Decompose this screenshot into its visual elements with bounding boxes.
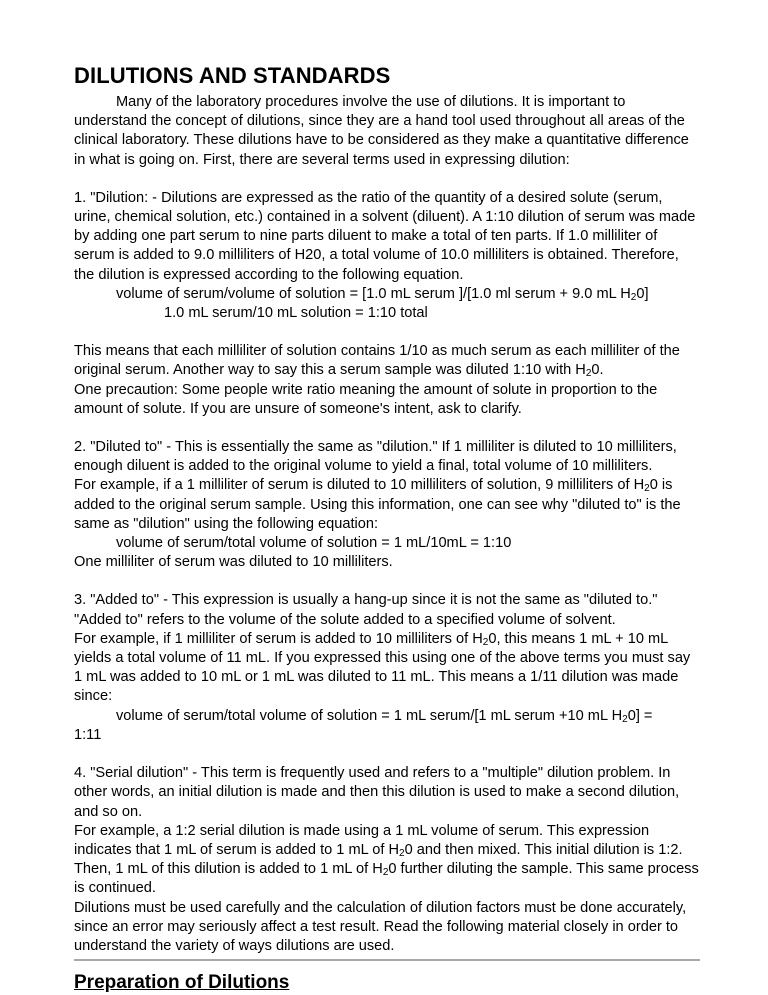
dilution-precaution: One precaution: Some people write ratio meaning the amount of solute in proportion to the amount of solute. If you are unsure of someone's intent, ask to clarify. xyxy=(74,381,658,417)
intro-paragraph: Many of the laboratory procedures involve the use of dilutions. It is important to understand the concept of dilutions, since they are a hand tool used throughout all areas of the clinical laboratory. These dilutions have to be considered as they make a quantitative difference in what is going on. First, there are several terms used in expressing dilution: xyxy=(74,94,689,168)
section-heading-preparation: Preparation of Dilutions xyxy=(74,972,290,994)
section-added-to xyxy=(74,591,700,745)
dilution-equation-2: 1.0 mL serum/10 mL solution = 1:10 total xyxy=(164,305,428,322)
added-to-equation: volume of serum/total volume of solution = 1 mL serum/[1 mL serum +10 mL $H_20$] = xyxy=(116,707,653,725)
diluted-to-equation: volume of serum/total volume of solution = 1 mL/10mL = 1:10 xyxy=(116,535,512,552)
section-dilution-explanation xyxy=(74,342,700,419)
dilution-equation-1: volume of serum/volume of solution = [1.0 mL serum ]/[1.0 ml serum + 9.0 mL $H_20$] xyxy=(116,285,649,303)
diluted-to-conclusion: One milliliter of serum was diluted to 10 milliliters. xyxy=(74,554,393,571)
serial-dilution-example: For example, a 1:2 serial dilution is made using a 1 mL volume of serum. This expression indicates that 1 mL of serum is added to 1 mL of $H_20$ and then mixed. This initial dilution is 1:2. Then, 1 mL of this dilution is added to 1 mL of $H_20$ further diluting the sample. This same process is continued. xyxy=(74,822,699,897)
section-serial-dilution xyxy=(74,764,700,956)
page-title: DILUTIONS AND STANDARDS xyxy=(74,63,391,88)
section-dilution xyxy=(74,189,700,323)
document-page xyxy=(74,62,700,995)
serial-dilution-caution: Dilutions must be used carefully and the calculation of dilution factors must be done accurately, since an error may seriously affect a test result. Read the following material closely in order to understand the variety of ways dilutions are used. xyxy=(74,899,687,954)
dilution-definition: 1. "Dilution: - Dilutions are expressed as the ratio of the quantity of a desired solute (serum, urine, chemical solution, etc.) contained in a solvent (diluent). A 1:10 dilution of serum was made by adding one part serum to nine parts diluent to make a total of ten parts. If 1.0 milliliter of serum is added to 9.0 milliliters of H20, a total volume of 10.0 milliliters is obtained. Therefore, the dilution is expressed according to the following equation. xyxy=(74,189,696,283)
dilution-explanation: This means that each milliliter of solution contains 1/10 as much serum as each milliliter of the original serum. Another way to say this a serum sample was diluted 1:10 with $H_20$. xyxy=(74,343,680,380)
diluted-to-definition: 2. "Diluted to" - This is essentially the same as "dilution." If 1 milliliter is diluted to 10 milliliters, enough diluent is added to the original volume to yield a final, total volume of 10 milliliters. xyxy=(74,439,677,475)
added-to-example: For example, if 1 milliliter of serum is added to 10 milliliters of $H_20$, this means 1 mL + 10 mL yields a total volume of 11 mL. If you expressed this using one of the above terms you must say 1 mL was added to 10 mL or 1 mL was diluted to 11 mL. This means a 1/11 dilution was made since: xyxy=(74,630,691,705)
added-to-equation-result: 1:11 xyxy=(74,726,102,743)
diluted-to-example: For example, if a 1 milliliter of serum is diluted to 10 milliliters of solution, 9 milliliters of $H_20$ is added to the original serum sample. Using this information, one can see why "diluted to" is the same as "dilution" using the following equation: xyxy=(74,477,681,532)
horizontal-divider xyxy=(74,959,700,961)
serial-dilution-definition: 4. "Serial dilution" - This term is frequently used and refers to a "multiple" dilution problem. In other words, an initial dilution is made and then this dilution is used to make a second dilution, and so on. xyxy=(74,765,680,820)
section-diluted-to xyxy=(74,438,700,572)
added-to-definition: 3. "Added to" - This expression is usually a hang-up since it is not the same as "diluted to." "Added to" refers to the volume of the solute added to a specified volume of solvent. xyxy=(74,592,658,628)
